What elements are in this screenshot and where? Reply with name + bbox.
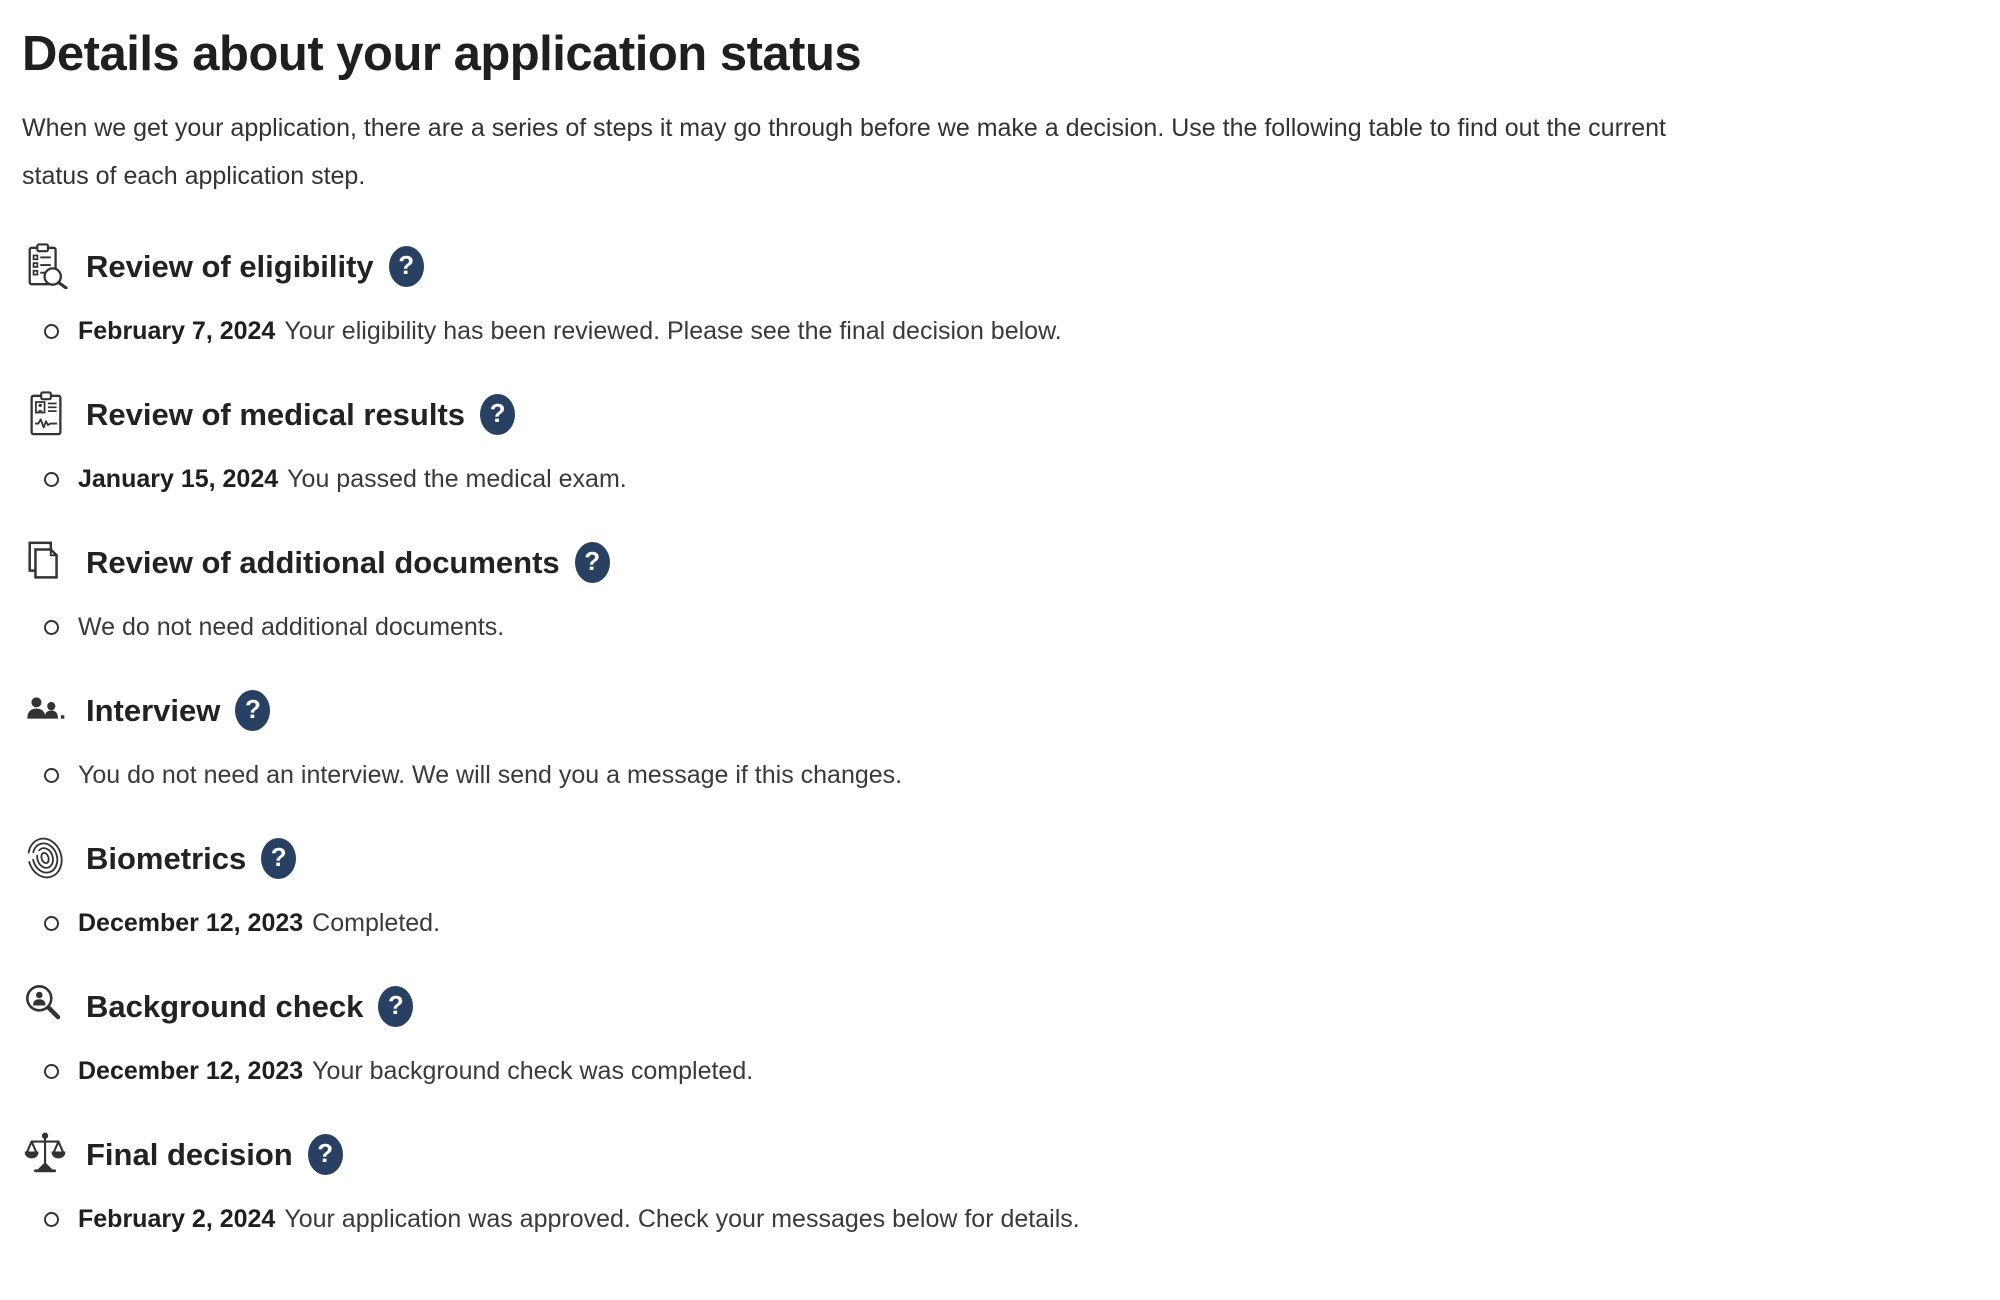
bullet-icon bbox=[44, 1212, 59, 1227]
status-list bbox=[44, 758, 1970, 792]
help-icon[interactable]: ? bbox=[235, 690, 270, 731]
fingerprint-icon bbox=[22, 834, 70, 882]
step-title: Background check bbox=[86, 988, 364, 1024]
bullet-icon bbox=[44, 324, 59, 339]
status-list bbox=[44, 1054, 1970, 1088]
step-heading-row bbox=[22, 686, 1970, 734]
bullet-icon bbox=[44, 472, 59, 487]
step-heading-row bbox=[22, 834, 1970, 882]
status-text: We do not need additional documents. bbox=[78, 613, 505, 642]
help-icon[interactable]: ? bbox=[480, 394, 515, 435]
clipboard-medical-icon bbox=[22, 390, 70, 438]
step-heading-row bbox=[22, 982, 1970, 1030]
help-icon[interactable]: ? bbox=[575, 542, 610, 583]
status-text: You passed the medical exam. bbox=[287, 465, 627, 494]
status-list bbox=[44, 610, 1970, 644]
status-date: January 15, 2024 bbox=[78, 465, 279, 494]
status-line bbox=[78, 462, 627, 496]
intro-text: When we get your application, there are a series of steps it may go through before we make a decision. Use the following table to find out the current status of each application step. bbox=[22, 114, 1666, 191]
status-line bbox=[78, 314, 1062, 348]
application-step bbox=[22, 242, 1970, 348]
bullet-icon bbox=[44, 768, 59, 783]
status-item bbox=[44, 758, 1970, 792]
help-icon[interactable]: ? bbox=[378, 986, 413, 1027]
status-line bbox=[78, 610, 504, 644]
status-text: You do not need an interview. We will send you a message if this changes. bbox=[78, 761, 903, 790]
step-title: Final decision bbox=[86, 1136, 293, 1172]
status-item bbox=[44, 1202, 1970, 1236]
application-step bbox=[22, 1130, 1970, 1236]
clipboard-search-icon bbox=[22, 242, 70, 290]
application-step bbox=[22, 390, 1970, 496]
step-heading-row bbox=[22, 1130, 1970, 1178]
help-icon[interactable]: ? bbox=[261, 838, 296, 879]
status-item bbox=[44, 610, 1970, 644]
status-list bbox=[44, 1202, 1970, 1236]
status-text: Your background check was completed. bbox=[312, 1057, 754, 1086]
step-title: Review of eligibility bbox=[86, 248, 374, 284]
page-title: Details about your application status bbox=[22, 27, 862, 81]
status-date: December 12, 2023 bbox=[78, 1057, 304, 1086]
status-item bbox=[44, 462, 1970, 496]
status-date: February 7, 2024 bbox=[78, 317, 276, 346]
status-text: Your application was approved. Check your messages below for details. bbox=[284, 1205, 1080, 1234]
status-line bbox=[78, 758, 902, 792]
status-text: Completed. bbox=[312, 909, 441, 938]
application-step bbox=[22, 982, 1970, 1088]
status-line bbox=[78, 1054, 753, 1088]
magnifier-person-icon bbox=[22, 982, 70, 1030]
step-heading-row bbox=[22, 538, 1970, 586]
status-text: Your eligibility has been reviewed. Please see the final decision below. bbox=[284, 317, 1062, 346]
step-title: Review of medical results bbox=[86, 396, 466, 432]
status-date: February 2, 2024 bbox=[78, 1205, 276, 1234]
status-list bbox=[44, 314, 1970, 348]
bullet-icon bbox=[44, 1064, 59, 1079]
application-step bbox=[22, 538, 1970, 644]
step-title: Interview bbox=[86, 692, 221, 728]
people-group-icon bbox=[22, 686, 70, 734]
application-step bbox=[22, 834, 1970, 940]
help-icon[interactable]: ? bbox=[308, 1134, 343, 1175]
status-line bbox=[78, 906, 440, 940]
help-icon[interactable]: ? bbox=[389, 246, 424, 287]
status-item bbox=[44, 314, 1970, 348]
step-title: Biometrics bbox=[86, 840, 247, 876]
status-list bbox=[44, 906, 1970, 940]
status-item bbox=[44, 1054, 1970, 1088]
documents-copy-icon bbox=[22, 538, 70, 586]
status-item bbox=[44, 906, 1970, 940]
status-line bbox=[78, 1202, 1080, 1236]
step-title: Review of additional documents bbox=[86, 544, 560, 580]
bullet-icon bbox=[44, 620, 59, 635]
scales-icon bbox=[22, 1130, 70, 1178]
status-date: December 12, 2023 bbox=[78, 909, 304, 938]
bullet-icon bbox=[44, 916, 59, 931]
status-list bbox=[44, 462, 1970, 496]
step-heading-row bbox=[22, 242, 1970, 290]
application-steps-list bbox=[22, 242, 1970, 1236]
step-heading-row bbox=[22, 390, 1970, 438]
application-step bbox=[22, 686, 1970, 792]
